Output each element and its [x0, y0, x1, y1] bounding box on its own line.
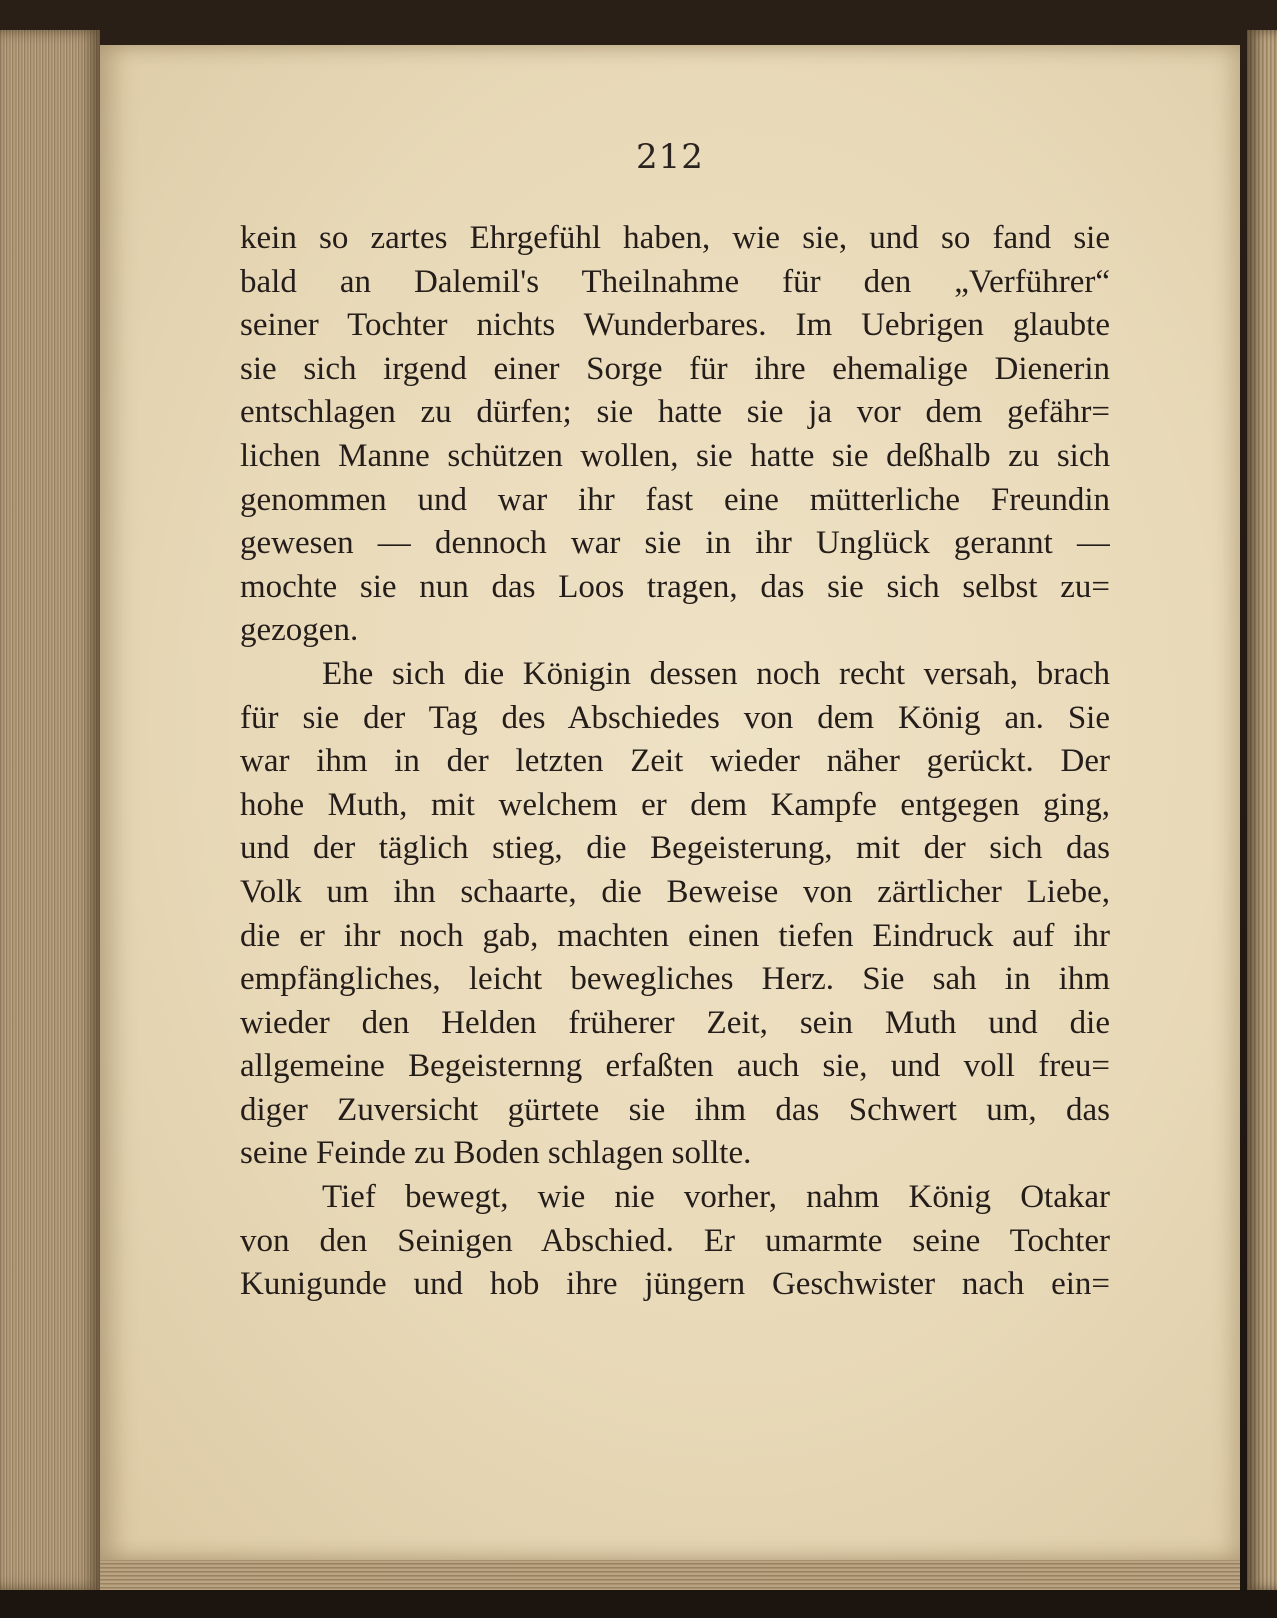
text-line: hohe Muth, mit welchem er dem Kampfe entgegen ging,: [240, 786, 1110, 823]
body-text: [240, 217, 1110, 1307]
text-line: gewesen — dennoch war sie in ihr Unglück gerannt —: [240, 525, 1110, 562]
text-line: die er ihr noch gab, machten einen tiefen Eindruck auf ihr: [240, 917, 1110, 954]
text-line: lichen Manne schützen wollen, sie hatte sie deßhalb zu sich: [240, 437, 1110, 474]
text-line: sie sich irgend einer Sorge für ihre ehemalige Dienerin: [240, 350, 1110, 387]
text-line: Ehe sich die Königin dessen noch recht versah, brach: [322, 655, 1110, 692]
text-line: bald an Dalemil's Theilnahme für den „Verführer“: [240, 263, 1110, 300]
text-line: allgemeine Begeisternng erfaßten auch sie, und voll freu=: [240, 1048, 1110, 1085]
page-number: 212: [636, 137, 704, 177]
left-page-edges: [0, 30, 100, 1590]
text-line: Volk um ihn schaarte, die Beweise von zärtlicher Liebe,: [240, 873, 1110, 910]
text-line: mochte sie nun das Loos tragen, das sie sich selbst zu=: [240, 568, 1110, 605]
text-line: von den Seinigen Abschied. Er umarmte seine Tochter: [240, 1222, 1110, 1259]
right-page-edges: [1247, 30, 1277, 1590]
text-line: Kunigunde und hob ihre jüngern Geschwister nach ein=: [240, 1266, 1110, 1303]
text-line: für sie der Tag des Abschiedes von dem König an. Sie: [240, 699, 1110, 736]
text-line: gezogen.: [240, 612, 359, 649]
text-line: und der täglich stieg, die Begeisterung, mit der sich das: [240, 830, 1110, 867]
text-line: diger Zuversicht gürtete sie ihm das Schwert um, das: [240, 1091, 1110, 1128]
text-line: empfängliches, leicht bewegliches Herz. Sie sah in ihm: [240, 961, 1110, 998]
text-line: kein so zartes Ehrgefühl haben, wie sie, und so fand sie: [240, 220, 1110, 256]
text-line: Tief bewegt, wie nie vorher, nahm König Otakar: [322, 1179, 1110, 1216]
text-line: seine Feinde zu Boden schlagen sollte.: [240, 1135, 752, 1172]
text-line: seiner Tochter nichts Wunderbares. Im Uebrigen glaubte: [240, 307, 1110, 344]
text-line: wieder den Helden früherer Zeit, sein Muth und die: [240, 1004, 1110, 1041]
text-line: entschlagen zu dürfen; sie hatte sie ja vor dem gefähr=: [240, 394, 1110, 431]
text-line: war ihm in der letzten Zeit wieder näher gerückt. Der: [240, 743, 1110, 780]
bottom-page-edges: [100, 1560, 1240, 1590]
text-line: genommen und war ihr fast eine mütterliche Freundin: [240, 481, 1110, 518]
book-page: [100, 45, 1240, 1560]
